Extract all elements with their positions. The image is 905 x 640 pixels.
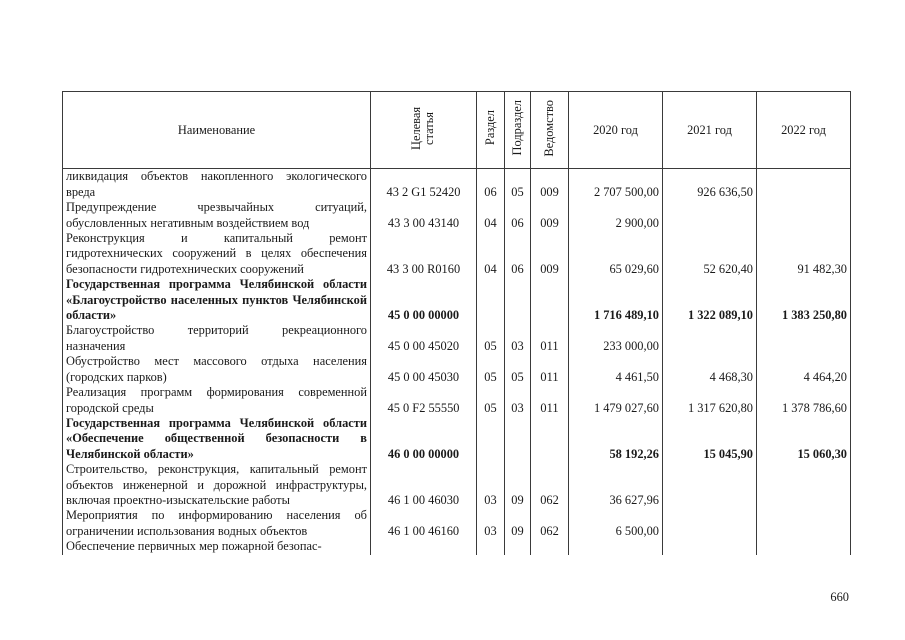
- cell-section: [477, 277, 505, 323]
- cell-2021: [663, 323, 757, 354]
- cell-subsection: [505, 416, 531, 462]
- cell-subsection: 05: [505, 354, 531, 385]
- header-row: [63, 92, 851, 169]
- cell-name: Реализация программ формирования современной городской среды: [63, 385, 371, 416]
- cell-2021: 1 317 620,80: [663, 385, 757, 416]
- header-year-2020: 2020 год: [569, 92, 663, 169]
- cell-department: 011: [531, 323, 569, 354]
- cell-2021: [663, 200, 757, 231]
- table-row: [63, 323, 851, 354]
- cell-name: ликвидация объектов накопленного экологического вреда: [63, 169, 371, 200]
- cell-target-article: 45 0 00 45020: [371, 323, 477, 354]
- table-row: [63, 354, 851, 385]
- cell-2020: 65 029,60: [569, 231, 663, 277]
- cell-2022: 1 378 786,60: [757, 385, 851, 416]
- cell-name: Благоустройство территорий рекреационного назначения: [63, 323, 371, 354]
- table-row: [63, 539, 851, 554]
- cell-name: Государственная программа Челябинской области «Благоустройство населенных пунктов Челябинской области»: [63, 277, 371, 323]
- cell-2022: [757, 539, 851, 554]
- cell-section: [477, 416, 505, 462]
- cell-2021: 15 045,90: [663, 416, 757, 462]
- cell-2022: [757, 169, 851, 200]
- cell-subsection: 05: [505, 169, 531, 200]
- cell-subsection: 09: [505, 462, 531, 508]
- cell-name: Мероприятия по информированию населения об ограничении использования водных объектов: [63, 508, 371, 539]
- cell-target-article: 43 3 00 43140: [371, 200, 477, 231]
- cell-department: [531, 539, 569, 554]
- cell-section: 04: [477, 200, 505, 231]
- table-row: [63, 462, 851, 508]
- cell-section: 03: [477, 508, 505, 539]
- cell-2021: [663, 508, 757, 539]
- cell-2022: 4 464,20: [757, 354, 851, 385]
- cell-target-article: 45 0 00 45030: [371, 354, 477, 385]
- cell-2021: 1 322 089,10: [663, 277, 757, 323]
- cell-name: Реконструкция и капитальный ремонт гидротехнических сооружений в целях обеспечения безопасности гидротехнических сооружений: [63, 231, 371, 277]
- cell-section: 03: [477, 462, 505, 508]
- cell-department: 009: [531, 169, 569, 200]
- cell-target-article: 46 1 00 46160: [371, 508, 477, 539]
- cell-2022: 91 482,30: [757, 231, 851, 277]
- cell-2022: 1 383 250,80: [757, 277, 851, 323]
- cell-target-article: 46 1 00 46030: [371, 462, 477, 508]
- table-row: [63, 416, 851, 462]
- table-row: [63, 385, 851, 416]
- cell-subsection: [505, 539, 531, 554]
- cell-department: [531, 416, 569, 462]
- table-row: [63, 231, 851, 277]
- cell-2020: 2 900,00: [569, 200, 663, 231]
- cell-section: [477, 539, 505, 554]
- cell-subsection: 03: [505, 385, 531, 416]
- cell-2022: [757, 508, 851, 539]
- cell-2021: 926 636,50: [663, 169, 757, 200]
- cell-2020: 1 479 027,60: [569, 385, 663, 416]
- cell-2020: 1 716 489,10: [569, 277, 663, 323]
- cell-section: 05: [477, 354, 505, 385]
- cell-section: 06: [477, 169, 505, 200]
- header-year-2021: 2021 год: [663, 92, 757, 169]
- cell-section: 05: [477, 323, 505, 354]
- cell-2020: 6 500,00: [569, 508, 663, 539]
- table-row: [63, 169, 851, 200]
- cell-department: [531, 277, 569, 323]
- header-name: Наименование: [63, 92, 371, 169]
- cell-2021: [663, 462, 757, 508]
- cell-subsection: [505, 277, 531, 323]
- cell-subsection: 06: [505, 231, 531, 277]
- cell-department: 062: [531, 462, 569, 508]
- cell-target-article: 45 0 F2 55550: [371, 385, 477, 416]
- header-year-2022: 2022 год: [757, 92, 851, 169]
- cell-2020: 233 000,00: [569, 323, 663, 354]
- cell-subsection: 03: [505, 323, 531, 354]
- cell-2020: 2 707 500,00: [569, 169, 663, 200]
- page-number: 660: [830, 590, 849, 604]
- cell-2020: 36 627,96: [569, 462, 663, 508]
- header-target-article: Целевая статья: [371, 92, 477, 169]
- table-row: [63, 200, 851, 231]
- header-subsection: Подраздел: [505, 92, 531, 169]
- table-body: [63, 169, 851, 555]
- cell-name: Строительство, реконструкция, капитальный ремонт объектов инженерной и дорожной инфраструктуры, включая проектно-изыскательские работы: [63, 462, 371, 508]
- cell-2020: [569, 539, 663, 554]
- cell-target-article: [371, 539, 477, 554]
- cell-department: 009: [531, 200, 569, 231]
- cell-department: 062: [531, 508, 569, 539]
- cell-target-article: 46 0 00 00000: [371, 416, 477, 462]
- cell-2021: 52 620,40: [663, 231, 757, 277]
- cell-department: 011: [531, 385, 569, 416]
- cell-subsection: 09: [505, 508, 531, 539]
- cell-section: 04: [477, 231, 505, 277]
- cell-2020: 58 192,26: [569, 416, 663, 462]
- cell-department: 009: [531, 231, 569, 277]
- header-department: Ведомство: [531, 92, 569, 169]
- cell-name: Государственная программа Челябинской области «Обеспечение общественной безопасности в Челябинской области»: [63, 416, 371, 462]
- cell-section: 05: [477, 385, 505, 416]
- cell-department: 011: [531, 354, 569, 385]
- cell-name: Обустройство мест массового отдыха населения (городских парков): [63, 354, 371, 385]
- cell-subsection: 06: [505, 200, 531, 231]
- cell-name: Предупреждение чрезвычайных ситуаций, обусловленных негативным воздействием вод: [63, 200, 371, 231]
- budget-table: [62, 91, 851, 555]
- cell-2021: [663, 539, 757, 554]
- cell-2022: [757, 200, 851, 231]
- table-row: [63, 508, 851, 539]
- cell-target-article: 43 3 00 R0160: [371, 231, 477, 277]
- cell-target-article: 43 2 G1 52420: [371, 169, 477, 200]
- cell-2022: 15 060,30: [757, 416, 851, 462]
- cell-2022: [757, 323, 851, 354]
- table-row: [63, 277, 851, 323]
- cell-2020: 4 461,50: [569, 354, 663, 385]
- cell-2022: [757, 462, 851, 508]
- cell-target-article: 45 0 00 00000: [371, 277, 477, 323]
- cell-2021: 4 468,30: [663, 354, 757, 385]
- cell-name: Обеспечение первичных мер пожарной безопас-: [63, 539, 371, 554]
- header-section: Раздел: [477, 92, 505, 169]
